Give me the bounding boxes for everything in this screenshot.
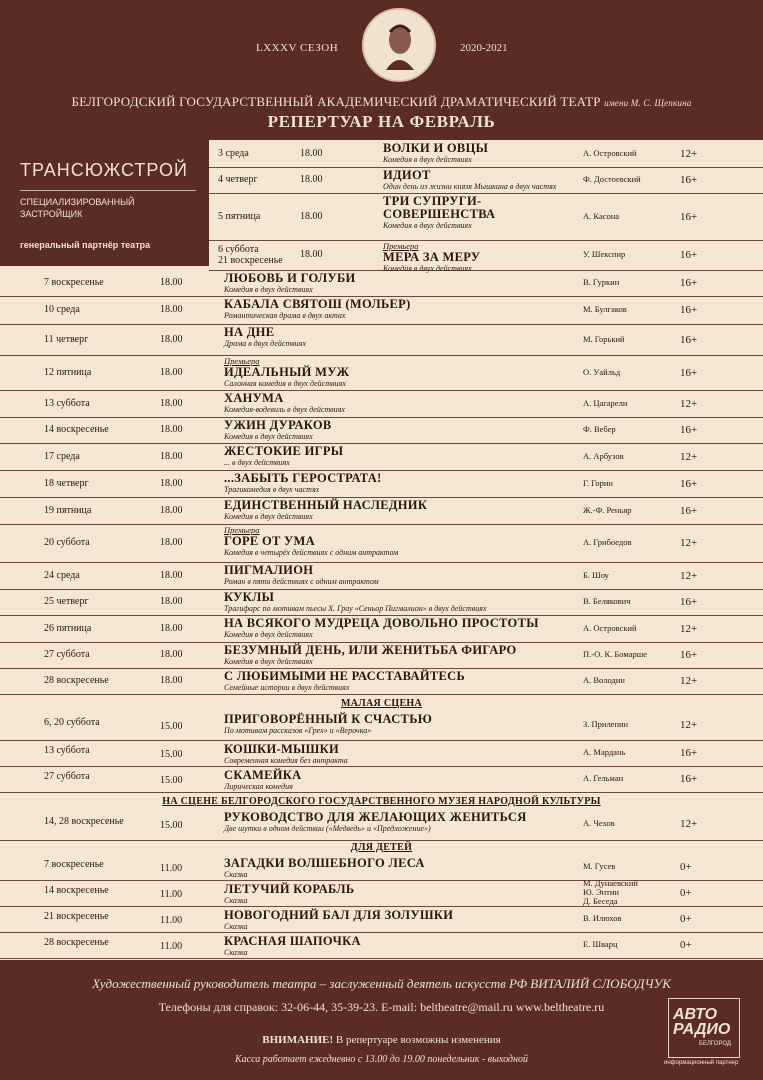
play-title: ГОРЕ ОТ УМА <box>224 534 315 548</box>
repertoire-row <box>0 324 763 356</box>
play-genre: Роман в пяти действиях с одним антрактом <box>224 577 379 586</box>
title-cell <box>224 419 332 441</box>
time-cell: 18.00 <box>160 477 183 489</box>
author-cell: Ж.-Ф. Реньяр <box>583 504 632 515</box>
season-label: LXXXV СЕЗОН <box>256 42 339 54</box>
play-genre: ... в двух действиях <box>224 458 290 467</box>
repertoire-row <box>209 240 763 271</box>
age-rating: 0+ <box>680 887 692 899</box>
time-cell: 18.00 <box>300 249 323 260</box>
date-cell: 7 воскресенье <box>44 859 104 870</box>
repertoire-row <box>0 615 763 643</box>
time-cell: 11.00 <box>160 863 183 874</box>
date-cell: 14 воскресенье <box>44 885 109 896</box>
age-rating: 16+ <box>680 249 698 261</box>
play-genre: Сказка <box>224 948 248 957</box>
date-line: 19 пятница <box>44 504 92 516</box>
author-cell <box>583 914 622 923</box>
play-title: ЖЕСТОКИЕ ИГРЫ <box>224 444 344 458</box>
author-cell: Ф. Достоевский <box>583 174 641 184</box>
author-cell <box>583 748 625 757</box>
play-title: С ЛЮБИМЫМИ НЕ РАССТАВАЙТЕСЬ <box>224 669 466 683</box>
time-cell: 18.00 <box>160 649 183 660</box>
author-line: Д. Беседа <box>583 896 618 906</box>
partner-desc-line2: ЗАСТРОЙЩИК <box>20 209 83 219</box>
date-line: 18 четверг <box>44 477 89 489</box>
author-line: В. Илюхов <box>583 913 622 923</box>
date-cell: 21 воскресенье <box>44 911 109 922</box>
museum-heading: НА СЦЕНЕ БЕЛГОРОДСКОГО ГОСУДАРСТВЕННОГО МУЗЕЯ НАРОДНОЙ КУЛЬТУРЫ <box>162 796 601 807</box>
date-cell <box>44 424 109 435</box>
time-cell: 11.00 <box>160 915 183 926</box>
play-genre: Комедия в двух действиях <box>383 221 472 230</box>
repertoire-row <box>0 296 763 325</box>
play-genre: Салонная комедия в двух действиях <box>224 379 346 388</box>
date-line: 14 воскресенье <box>44 424 109 435</box>
play-title: СКАМЕЙКА <box>224 768 302 782</box>
play-genre: По мотивам рассказов «Грех» и «Верочка» <box>224 726 372 735</box>
play-title: МЕРА ЗА МЕРУ <box>383 250 481 264</box>
repertoire-row <box>0 355 763 391</box>
author-cell: О. Уайльд <box>583 366 621 377</box>
age-rating: 12+ <box>680 622 698 635</box>
author-cell: Г. Горин <box>583 477 613 488</box>
date-line: 17 среда <box>44 450 80 462</box>
small-stage-heading: МАЛАЯ СЦЕНА <box>340 698 423 709</box>
play-genre: Трагифарс по мотивам пьесы Х. Грау «Сеньор Пигмалион» в двух действиях <box>224 604 487 613</box>
date-line: 27 суббота <box>44 649 90 660</box>
repertoire-row <box>209 193 763 241</box>
title-cell <box>224 298 411 320</box>
play-genre: Комедия в двух действиях <box>224 630 313 639</box>
date-cell: 6, 20 суббота <box>44 717 100 728</box>
title-cell <box>224 564 379 586</box>
time-cell: 18.00 <box>160 366 183 378</box>
play-genre: Сказка <box>224 922 248 931</box>
play-title: КАБАЛА СВЯТОШ (МОЛЬЕР) <box>224 297 411 311</box>
age-rating: 12+ <box>680 450 698 463</box>
title-cell <box>224 472 382 494</box>
warning-label: ВНИМАНИЕ! <box>262 1034 334 1046</box>
title-cell <box>224 811 527 833</box>
date-cell <box>44 398 90 409</box>
author-cell: П.-О. К. Бомарше <box>583 649 648 659</box>
author-cell <box>583 774 623 783</box>
date-cell <box>44 505 91 516</box>
premiere-label: Премьера <box>224 525 260 535</box>
author-cell: А. Арбузов <box>583 450 624 461</box>
repertoire-row <box>0 497 763 525</box>
author-cell: А. Островский <box>583 147 637 158</box>
repertoire-row <box>0 270 763 297</box>
author-cell: М. Горький <box>583 333 625 344</box>
age-rating: 16+ <box>680 596 698 608</box>
age-rating: 12+ <box>680 675 698 687</box>
play-title: НА ДНЕ <box>224 325 275 339</box>
date-line: 12 пятница <box>44 366 92 378</box>
play-title: НОВОГОДНИЙ БАЛ ДЛЯ ЗОЛУШКИ <box>224 908 454 922</box>
author-line: М. Дунаевский <box>583 878 638 888</box>
time-cell: 18.00 <box>160 622 183 634</box>
play-title: ЗАГАДКИ ВОЛШЕБНОГО ЛЕСА <box>224 856 425 870</box>
time-cell: 18.00 <box>160 569 183 581</box>
title-cell <box>224 670 465 692</box>
age-rating: 16+ <box>680 333 698 346</box>
play-title: НА ВСЯКОГО МУДРЕЦА ДОВОЛЬНО ПРОСТОТЫ <box>224 616 539 630</box>
info-partner-caption: информационный партнер <box>664 1060 739 1066</box>
date-line: 26 пятница <box>44 622 92 634</box>
title-cell <box>224 326 306 348</box>
play-genre: Один день из жизни князя Мышкина в двух частях <box>383 182 557 191</box>
author-line: А. Мардань <box>583 747 626 757</box>
date-cell: 14, 28 воскресенье <box>44 816 124 827</box>
partner-role: генеральный партнёр театра <box>20 240 151 250</box>
autoradio-city: БЕЛГОРОД <box>699 1041 731 1047</box>
repertoire-row <box>0 470 763 498</box>
title-cell <box>383 142 488 164</box>
date-cell <box>44 334 88 345</box>
age-rating: 16+ <box>680 304 698 316</box>
play-genre: Комедия в двух действиях <box>224 512 313 521</box>
author-cell: Б. Шоу <box>583 569 609 580</box>
play-genre: Трагикомедия в двух частях <box>224 485 320 494</box>
repertoire-row <box>0 417 763 444</box>
play-title: УЖИН ДУРАКОВ <box>224 418 332 432</box>
title-cell <box>224 499 427 521</box>
date-cell <box>218 244 283 266</box>
age-rating: 12+ <box>680 537 698 549</box>
repertoire-row <box>0 390 763 418</box>
age-rating: 16+ <box>680 174 698 186</box>
date-line: 3 среда <box>218 147 249 159</box>
play-title: ЛЕТУЧИЙ КОРАБЛЬ <box>224 882 355 896</box>
date-line: 11 четверг <box>44 333 89 345</box>
author-cell <box>583 862 615 871</box>
author-line: Ю. Энтин <box>583 887 619 897</box>
date-cell <box>44 367 91 378</box>
play-title: БЕЗУМНЫЙ ДЕНЬ, ИЛИ ЖЕНИТЬБА ФИГАРО <box>224 643 517 657</box>
warning-text: В репертуаре возможны изменения <box>333 1034 501 1046</box>
artistic-director: Художественный руководитель театра – заслуженный деятель искусств РФ ВИТАЛИЙ СЛОБОДЧУК <box>92 976 671 991</box>
date-line: 28 воскресенье <box>44 675 109 686</box>
autoradio-logo-text: АВТО РАДИО <box>673 1006 731 1038</box>
kids-heading: ДЛЯ ДЕТЕЙ <box>350 842 413 853</box>
play-genre: Драма в двух действиях <box>224 339 306 348</box>
age-rating: 12+ <box>680 569 698 582</box>
small-stage-row <box>0 766 763 793</box>
date-cell <box>44 675 109 686</box>
play-genre: Комедия в двух действиях <box>383 264 472 273</box>
age-rating: 12+ <box>680 818 698 830</box>
age-rating: 16+ <box>680 210 698 223</box>
time-cell: 18.00 <box>160 277 183 288</box>
date-line: 13 суббота <box>44 397 90 409</box>
date-cell <box>44 596 89 607</box>
play-title: ...ЗАБЫТЬ ГЕРОСТРАТА! <box>224 471 382 485</box>
play-genre: Комедия-водевиль в двух действиях <box>224 405 345 414</box>
time-cell: 18.00 <box>160 675 183 686</box>
time-cell: 18.00 <box>160 397 183 409</box>
date-cell: 13 суббота <box>44 745 90 756</box>
play-title: КУКЛЫ <box>224 590 275 604</box>
time-cell: 18.00 <box>160 304 183 315</box>
time-cell: 18.00 <box>300 174 323 185</box>
play-title: ЕДИНСТВЕННЫЙ НАСЛЕДНИК <box>224 498 428 512</box>
warning-line <box>0 1034 763 1046</box>
age-rating: 16+ <box>680 277 698 289</box>
title-cell <box>383 169 556 191</box>
date-cell <box>44 451 80 462</box>
premiere-label: Премьера <box>224 356 260 366</box>
date-cell <box>44 537 90 548</box>
play-genre: Романтическая драма в двух актах <box>224 311 346 320</box>
age-rating: 16+ <box>680 424 698 436</box>
author-cell <box>583 819 615 828</box>
date-line: 20 суббота <box>44 537 90 548</box>
age-rating: 16+ <box>680 366 698 379</box>
author-cell: Ф. Вебер <box>583 424 616 434</box>
repertoire-row <box>209 167 763 194</box>
author-cell: У. Шекспир <box>583 249 626 259</box>
cashbox-hours: Касса работает ежедневно с 13.00 до 19.00 понедельник - выходной <box>235 1054 528 1065</box>
time-cell: 15.00 <box>160 721 183 732</box>
title-cell <box>224 617 539 639</box>
date-cell <box>218 148 249 159</box>
date-cell: 27 суббота <box>44 771 90 782</box>
title-cell <box>224 909 453 931</box>
title-cell <box>224 857 425 879</box>
date-line: 10 среда <box>44 304 80 315</box>
play-genre: Сказка <box>224 896 248 905</box>
repertoire-row <box>0 589 763 616</box>
date-line: 6 суббота <box>218 244 259 255</box>
play-genre: Семейные истории в двух действиях <box>224 683 350 692</box>
play-title: ВОЛКИ И ОВЦЫ <box>383 141 489 155</box>
author-line: Е. Шварц <box>583 939 618 949</box>
age-rating: 16+ <box>680 649 698 661</box>
age-rating: 16+ <box>680 477 698 490</box>
time-cell: 15.00 <box>160 775 183 786</box>
date-line: 24 среда <box>44 569 80 581</box>
date-line: 21 воскресенье <box>218 255 283 266</box>
repertoire-row <box>209 140 763 168</box>
author-cell: В. Белякович <box>583 596 631 606</box>
repertoire-row <box>0 443 763 471</box>
theatre-name-sub: имени М. С. Щепкина <box>604 98 692 108</box>
time-cell: 18.00 <box>160 504 183 516</box>
author-line: М. Гусев <box>583 861 616 871</box>
kids-row <box>0 854 763 881</box>
time-cell: 18.00 <box>160 450 183 462</box>
kids-row <box>0 932 763 959</box>
author-line: А. Гельман <box>583 773 624 783</box>
author-cell <box>583 720 628 729</box>
museum-row <box>0 808 763 841</box>
partner-desc-line1: СПЕЦИАЛИЗИРОВАННЫЙ <box>20 197 135 207</box>
play-genre: Лирическая комедия <box>224 782 293 791</box>
time-cell: 15.00 <box>160 820 183 831</box>
author-line: А. Чехов <box>583 818 615 828</box>
title-cell <box>224 445 343 467</box>
play-title: ТРИ СУПРУГИ-СОВЕРШЕНСТВА <box>383 194 496 221</box>
date-line: 5 пятница <box>218 210 261 222</box>
author-cell: А. Цагарели <box>583 397 628 408</box>
time-cell: 18.00 <box>160 537 183 548</box>
title-cell <box>224 591 487 613</box>
play-title: ХАНУМА <box>224 391 284 405</box>
play-title: ЛЮБОВЬ И ГОЛУБИ <box>224 271 356 285</box>
repertoire-row <box>0 642 763 669</box>
title-cell <box>383 242 480 273</box>
author-cell <box>583 879 638 906</box>
small-stage-row <box>0 710 763 741</box>
play-genre: Сказка <box>224 870 248 879</box>
age-rating: 16+ <box>680 773 698 785</box>
time-cell: 18.00 <box>300 147 323 159</box>
page-title: РЕПЕРТУАР НА ФЕВРАЛЬ <box>267 112 496 131</box>
kids-row <box>0 880 763 907</box>
title-cell <box>224 743 348 765</box>
date-cell <box>218 174 258 185</box>
time-cell: 11.00 <box>160 941 183 952</box>
author-cell <box>583 940 618 949</box>
play-genre: Комедия в четырёх действиях с одним антрактом <box>224 548 399 557</box>
date-line: 7 воскресенье <box>44 277 104 288</box>
partner-brand: ТРАНСЮЖСТРОЙ <box>20 160 188 180</box>
author-cell: М. Булгаков <box>583 304 627 314</box>
repertoire-row <box>0 668 763 695</box>
author-cell: А. Островский <box>583 622 637 633</box>
title-cell <box>224 357 349 388</box>
play-genre: Две шутки в одном действии («Медведь» и «Предложение») <box>224 824 431 833</box>
date-cell <box>44 277 104 288</box>
age-rating: 12+ <box>680 397 698 410</box>
play-title: ИДИОТ <box>383 168 431 182</box>
play-title: ПРИГОВОРЁННЫЙ К СЧАСТЬЮ <box>224 712 433 726</box>
play-genre: Комедия в двух действиях <box>224 657 313 666</box>
time-cell: 15.00 <box>160 749 183 760</box>
author-cell: В. Гуркин <box>583 277 620 287</box>
date-cell <box>44 623 91 634</box>
season-years: 2020-2021 <box>460 42 508 54</box>
title-cell <box>224 272 356 294</box>
repertoire-row <box>0 524 763 563</box>
play-genre: Комедия в двух действиях <box>224 432 313 441</box>
play-genre: Современная комедия без антракта <box>224 756 348 765</box>
play-title: ИДЕАЛЬНЫЙ МУЖ <box>224 365 350 379</box>
date-cell <box>44 649 90 660</box>
time-cell: 18.00 <box>160 333 183 345</box>
time-cell: 18.00 <box>300 210 323 222</box>
play-genre: Комедия в двух действиях <box>383 155 472 164</box>
age-rating: 12+ <box>680 719 698 731</box>
author-cell: А. Касона <box>583 210 620 221</box>
small-stage-row <box>0 740 763 767</box>
date-cell <box>218 211 260 222</box>
title-cell <box>224 392 345 414</box>
theatre-name-main: БЕЛГОРОДСКИЙ ГОСУДАРСТВЕННЫЙ АКАДЕМИЧЕСКИЙ ДРАМАТИЧЕСКИЙ ТЕАТР <box>71 94 601 109</box>
kids-row <box>0 906 763 933</box>
play-genre: Комедия в двух действиях <box>224 285 313 294</box>
play-title: ПИГМАЛИОН <box>224 563 314 577</box>
play-title: КРАСНАЯ ШАПОЧКА <box>224 934 361 948</box>
title-cell <box>224 644 516 666</box>
age-rating: 12+ <box>680 147 698 160</box>
age-rating: 0+ <box>680 861 692 873</box>
title-cell <box>224 769 301 791</box>
date-line: 4 четверг <box>218 174 258 185</box>
date-line: 25 четверг <box>44 596 89 607</box>
repertoire-row <box>0 562 763 590</box>
contacts-line: Телефоны для справок: 32-06-44, 35-39-23. E-mail: beltheatre@mail.ru www.beltheatre.ru <box>158 1000 605 1014</box>
footer-banner <box>0 960 763 1080</box>
author-line: З. Прилепин <box>583 719 629 729</box>
title-cell <box>383 195 573 230</box>
author-cell: А. Володин <box>583 675 625 685</box>
time-cell: 11.00 <box>160 889 183 900</box>
title-cell <box>224 935 361 957</box>
title-cell <box>224 526 398 557</box>
title-cell <box>224 713 432 735</box>
age-rating: 0+ <box>680 939 692 951</box>
autoradio-logo <box>668 998 740 1058</box>
date-cell <box>44 304 80 315</box>
premiere-label: Премьера <box>383 241 419 251</box>
age-rating: 16+ <box>680 504 698 517</box>
date-cell <box>44 570 80 581</box>
time-cell: 18.00 <box>160 424 183 435</box>
play-title: РУКОВОДСТВО ДЛЯ ЖЕЛАЮЩИХ ЖЕНИТЬСЯ <box>224 810 527 824</box>
age-rating: 16+ <box>680 747 698 759</box>
time-cell: 18.00 <box>160 596 183 607</box>
title-cell <box>224 883 354 905</box>
date-cell: 28 воскресенье <box>44 937 109 948</box>
play-title: КОШКИ-МЫШКИ <box>224 742 340 756</box>
age-rating: 0+ <box>680 913 692 925</box>
date-cell <box>44 478 89 489</box>
author-cell: А. Грибоедов <box>583 537 632 547</box>
